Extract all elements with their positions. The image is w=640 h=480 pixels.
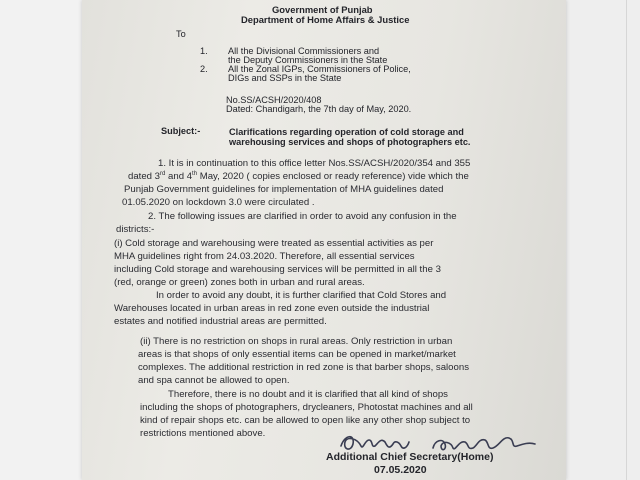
para-2ii-line-1: (ii) There is no restriction on shops in rural areas. Only restriction in urban — [140, 336, 453, 347]
header-department: Department of Home Affairs & Justice — [241, 14, 410, 25]
para-1-line-2: dated 3rd and 4th May, 2020 ( copies enclosed or ready reference) vide which the — [128, 170, 469, 182]
right-background — [566, 0, 640, 480]
para-2-line-1: 2. The following issues are clarified in order to avoid any confusion in the — [148, 211, 457, 222]
para-2i-line-1: (i) Cold storage and warehousing were treated as essential activities as per — [114, 238, 434, 249]
para-1-line-1: 1. It is in continuation to this office letter Nos.SS/ACSH/2020/354 and 355 — [158, 158, 471, 169]
subject-line-1: Clarifications regarding operation of cold storage and — [229, 127, 464, 137]
para-2i-line-7: estates and notified industrial areas are permitted. — [114, 316, 327, 327]
para-2i-line-2: MHA guidelines right from 24.03.2020. Therefore, all essential services — [114, 251, 415, 262]
para-2-line-2: districts:- — [116, 224, 155, 235]
to-label: To — [176, 29, 186, 39]
para-2ii-line-8: restrictions mentioned above. — [140, 428, 266, 439]
para-2i-line-3: including Cold storage and warehousing services will be permitted in all the 3 — [114, 264, 441, 275]
recipient-2-line-2: DIGs and SSPs in the State — [228, 73, 342, 83]
para-2i-line-5: In order to avoid any doubt, it is further clarified that Cold Stores and — [156, 290, 447, 301]
right-divider — [626, 0, 627, 480]
para-2ii-line-7: kind of repair shops etc. can be allowed to open like any other shop subject to — [140, 415, 471, 426]
para-2ii-line-3: complexes. The additional restriction in red zone is that barber shops, saloons — [138, 362, 469, 373]
recipient-1-line-1: All the Divisional Commissioners and — [228, 46, 380, 56]
letter-document — [82, 0, 566, 480]
para-1-line-3: Punjab Government guidelines for implementation of MHA guidelines dated — [124, 184, 444, 195]
recipient-1-line-2: the Deputy Commissioners in the State — [228, 55, 388, 65]
left-background — [0, 0, 82, 480]
para-2i-line-4: (red, orange or green) zones both in urban and rural areas. — [114, 277, 365, 288]
recipient-2-number: 2. — [200, 64, 208, 74]
subject-label: Subject:- — [161, 126, 201, 136]
header-government: Government of Punjab — [272, 4, 373, 15]
para-1-line-4: 01.05.2020 on lockdown 3.0 were circulated . — [122, 197, 315, 208]
para-2ii-line-6: including the shops of photographers, drycleaners, Photostat machines and all — [140, 402, 473, 413]
signatory-date: 07.05.2020 — [374, 464, 427, 476]
para-2ii-line-5: Therefore, there is no doubt and it is clarified that all kind of shops — [168, 389, 448, 400]
para-2ii-line-4: and spa cannot be allowed to open. — [138, 375, 290, 386]
signatory-designation: Additional Chief Secretary(Home) — [326, 451, 494, 463]
para-2ii-line-2: areas is that shops of only essential items can be opened in market/market — [138, 349, 456, 360]
reference-date: Dated: Chandigarh, the 7th day of May, 2020. — [226, 104, 412, 114]
recipient-1-number: 1. — [200, 46, 208, 56]
reference-number: No.SS/ACSH/2020/408 — [226, 95, 322, 105]
para-2i-line-6: Warehouses located in urban areas in red zone even outside the industrial — [114, 303, 430, 314]
subject-line-2: warehousing services and shops of photographers etc. — [229, 137, 471, 147]
recipient-2-line-1: All the Zonal IGPs, Commissioners of Police, — [228, 64, 411, 74]
